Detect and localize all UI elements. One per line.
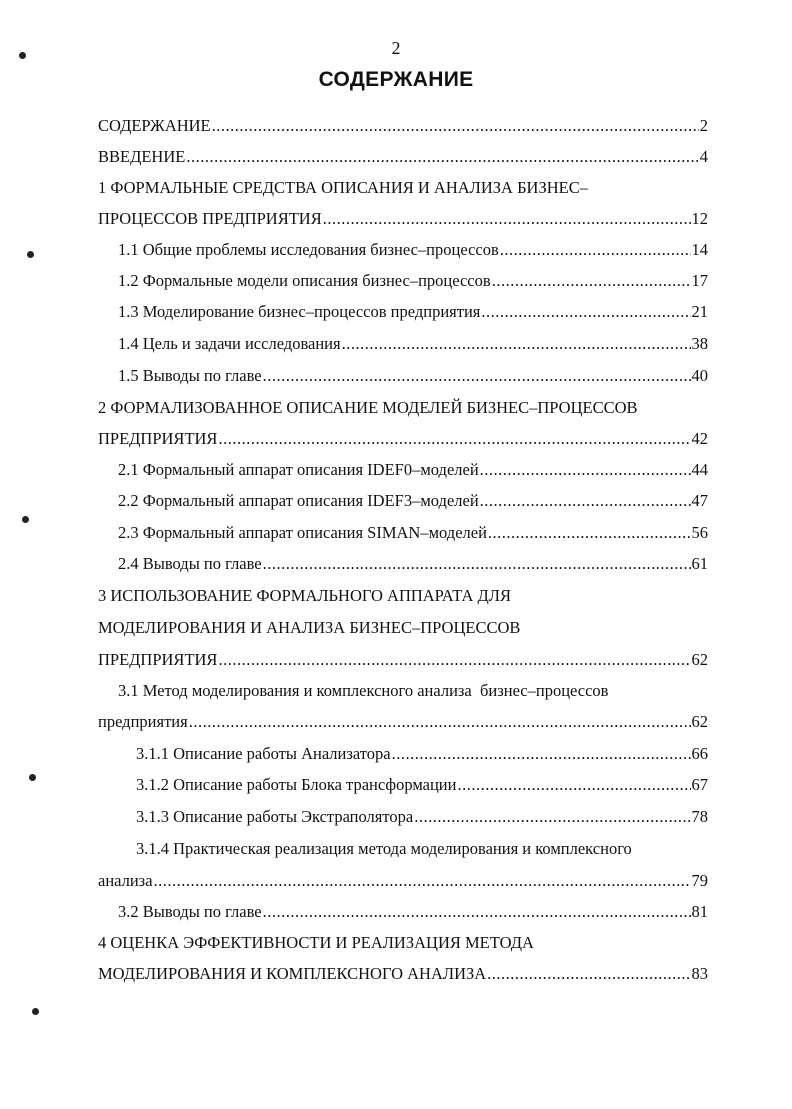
toc-entry-title: ВВЕДЕНИЕ — [98, 147, 186, 166]
toc-page-number: 21 — [691, 302, 708, 321]
toc-entry-title: ПРЕДПРИЯТИЯ — [98, 650, 218, 669]
toc-entry-title: ПРОЦЕССОВ ПРЕДПРИЯТИЯ — [98, 209, 322, 228]
toc-entry-3-1-line1: 3.1 Метод моделирования и комплексного анализа бизнес–процессов — [118, 681, 609, 700]
toc-entry-3-1-4[interactable] — [98, 869, 708, 893]
toc-entry-ch4[interactable] — [98, 962, 708, 986]
toc-entry-ch4-line1: 4 ОЦЕНКА ЭФФЕКТИВНОСТИ И РЕАЛИЗАЦИЯ МЕТОДА — [98, 933, 534, 952]
toc-page-number: 62 — [691, 712, 708, 731]
toc-entry-title: 2.1 Формальный аппарат описания IDEF0–моделей — [118, 460, 479, 479]
toc-entry-1-2[interactable] — [118, 269, 708, 293]
toc-page-number: 2 — [699, 116, 708, 135]
toc-entry-title: 2.2 Формальный аппарат описания IDEF3–моделей — [118, 491, 479, 510]
dot-leader — [500, 238, 691, 262]
toc-entry-title: 3.1.2 Описание работы Блока трансформации — [136, 775, 457, 794]
dot-leader — [218, 427, 690, 451]
toc-entry-title: 1.2 Формальные модели описания бизнес–процессов — [118, 271, 491, 290]
dot-leader — [212, 114, 699, 138]
toc-page-number: 83 — [691, 964, 708, 983]
toc-entry-title: 1.3 Моделирование бизнес–процессов предприятия — [118, 302, 481, 321]
dot-leader — [481, 300, 690, 324]
toc-entry-contents[interactable] — [98, 114, 708, 138]
dot-leader — [323, 207, 691, 231]
dot-leader — [154, 869, 691, 893]
toc-entry-ch3[interactable] — [98, 648, 708, 672]
dot-leader — [263, 900, 691, 924]
dot-leader — [414, 805, 690, 829]
toc-page-number: 66 — [691, 744, 708, 763]
dot-leader — [457, 773, 690, 797]
dot-leader — [480, 458, 691, 482]
dot-leader — [342, 332, 691, 356]
toc-entry-2-4[interactable] — [118, 552, 708, 576]
toc-entry-ch3-line2: МОДЕЛИРОВАНИЯ И АНАЛИЗА БИЗНЕС–ПРОЦЕССОВ — [98, 618, 521, 637]
toc-entry-title: 3.1.3 Описание работы Экстраполятора — [136, 807, 414, 826]
toc-entry-2-3[interactable] — [118, 521, 708, 545]
dot-leader — [488, 521, 691, 545]
toc-page-number: 67 — [691, 775, 708, 794]
toc-page-number: 42 — [691, 429, 708, 448]
toc-entry-title: 3.2 Выводы по главе — [118, 902, 262, 921]
toc-entry-title: 2.3 Формальный аппарат описания SIMAN–моделей — [118, 523, 487, 542]
toc-entry-title: ПРЕДПРИЯТИЯ — [98, 429, 218, 448]
toc-entry-ch3-line1: 3 ИСПОЛЬЗОВАНИЕ ФОРМАЛЬНОГО АППАРАТА ДЛЯ — [98, 586, 511, 605]
toc-entry-title: МОДЕЛИРОВАНИЯ И КОМПЛЕКСНОГО АНАЛИЗА — [98, 964, 487, 983]
toc-page-number: 38 — [691, 334, 708, 353]
toc-entry-3-1[interactable] — [98, 710, 708, 734]
toc-entry-ch2[interactable] — [98, 427, 708, 451]
toc-entry-3-1-2[interactable] — [136, 773, 708, 797]
toc-entry-title: 1.5 Выводы по главе — [118, 366, 262, 385]
toc-entry-3-2[interactable] — [118, 900, 708, 924]
toc-page-number: 61 — [691, 554, 708, 573]
page-title: СОДЕРЖАНИЕ — [318, 68, 474, 91]
toc-entry-title: предприятия — [98, 712, 188, 731]
toc-entry-1-1[interactable] — [118, 238, 708, 262]
toc-page-number: 78 — [691, 807, 708, 826]
toc-page-number: 56 — [691, 523, 708, 542]
toc-entry-3-1-1[interactable] — [136, 742, 708, 766]
toc-page-number: 79 — [691, 871, 708, 890]
dot-leader — [392, 742, 691, 766]
toc-entry-3-1-3[interactable] — [136, 805, 708, 829]
toc-page-number: 14 — [691, 240, 708, 259]
dot-leader — [487, 962, 690, 986]
toc-page-number: 44 — [691, 460, 708, 479]
toc-page-number: 47 — [691, 491, 708, 510]
toc-entry-title: 1.1 Общие проблемы исследования бизнес–процессов — [118, 240, 499, 259]
toc-entry-title: СОДЕРЖАНИЕ — [98, 116, 211, 135]
dot-leader — [492, 269, 691, 293]
toc-page-number: 40 — [691, 366, 708, 385]
toc-entry-2-2[interactable] — [118, 489, 708, 513]
toc-page-number: 17 — [691, 271, 708, 290]
dot-leader — [186, 145, 698, 169]
toc-page-number: 12 — [691, 209, 708, 228]
dot-leader — [263, 552, 691, 576]
toc-entry-2-1[interactable] — [118, 458, 708, 482]
toc-page-number: 81 — [691, 902, 708, 921]
dot-leader — [218, 648, 690, 672]
toc-entry-ch2-line1: 2 ФОРМАЛИЗОВАННОЕ ОПИСАНИЕ МОДЕЛЕЙ БИЗНЕС–ПРОЦЕССОВ — [98, 398, 638, 417]
toc-entry-title: 1.4 Цель и задачи исследования — [118, 334, 341, 353]
toc-entry-1-5[interactable] — [118, 364, 708, 388]
toc-entry-1-3[interactable] — [118, 300, 708, 324]
dot-leader — [263, 364, 691, 388]
toc-entry-1-4[interactable] — [118, 332, 708, 356]
toc-page-number: 4 — [699, 147, 708, 166]
toc-entry-title: анализа — [98, 871, 153, 890]
page-number: 2 — [391, 38, 401, 58]
toc-entry-3-1-4-line1: 3.1.4 Практическая реализация метода моделирования и комплексного — [136, 839, 632, 858]
toc-entry-title: 3.1.1 Описание работы Анализатора — [136, 744, 391, 763]
toc-page-number: 62 — [691, 650, 708, 669]
dot-leader — [189, 710, 691, 734]
toc-entry-ch1-line1: 1 ФОРМАЛЬНЫЕ СРЕДСТВА ОПИСАНИЯ И АНАЛИЗА БИЗНЕС– — [98, 178, 588, 197]
toc-entry-title: 2.4 Выводы по главе — [118, 554, 262, 573]
toc-entry-intro[interactable] — [98, 145, 708, 169]
dot-leader — [480, 489, 691, 513]
toc-entry-ch1[interactable] — [98, 207, 708, 231]
